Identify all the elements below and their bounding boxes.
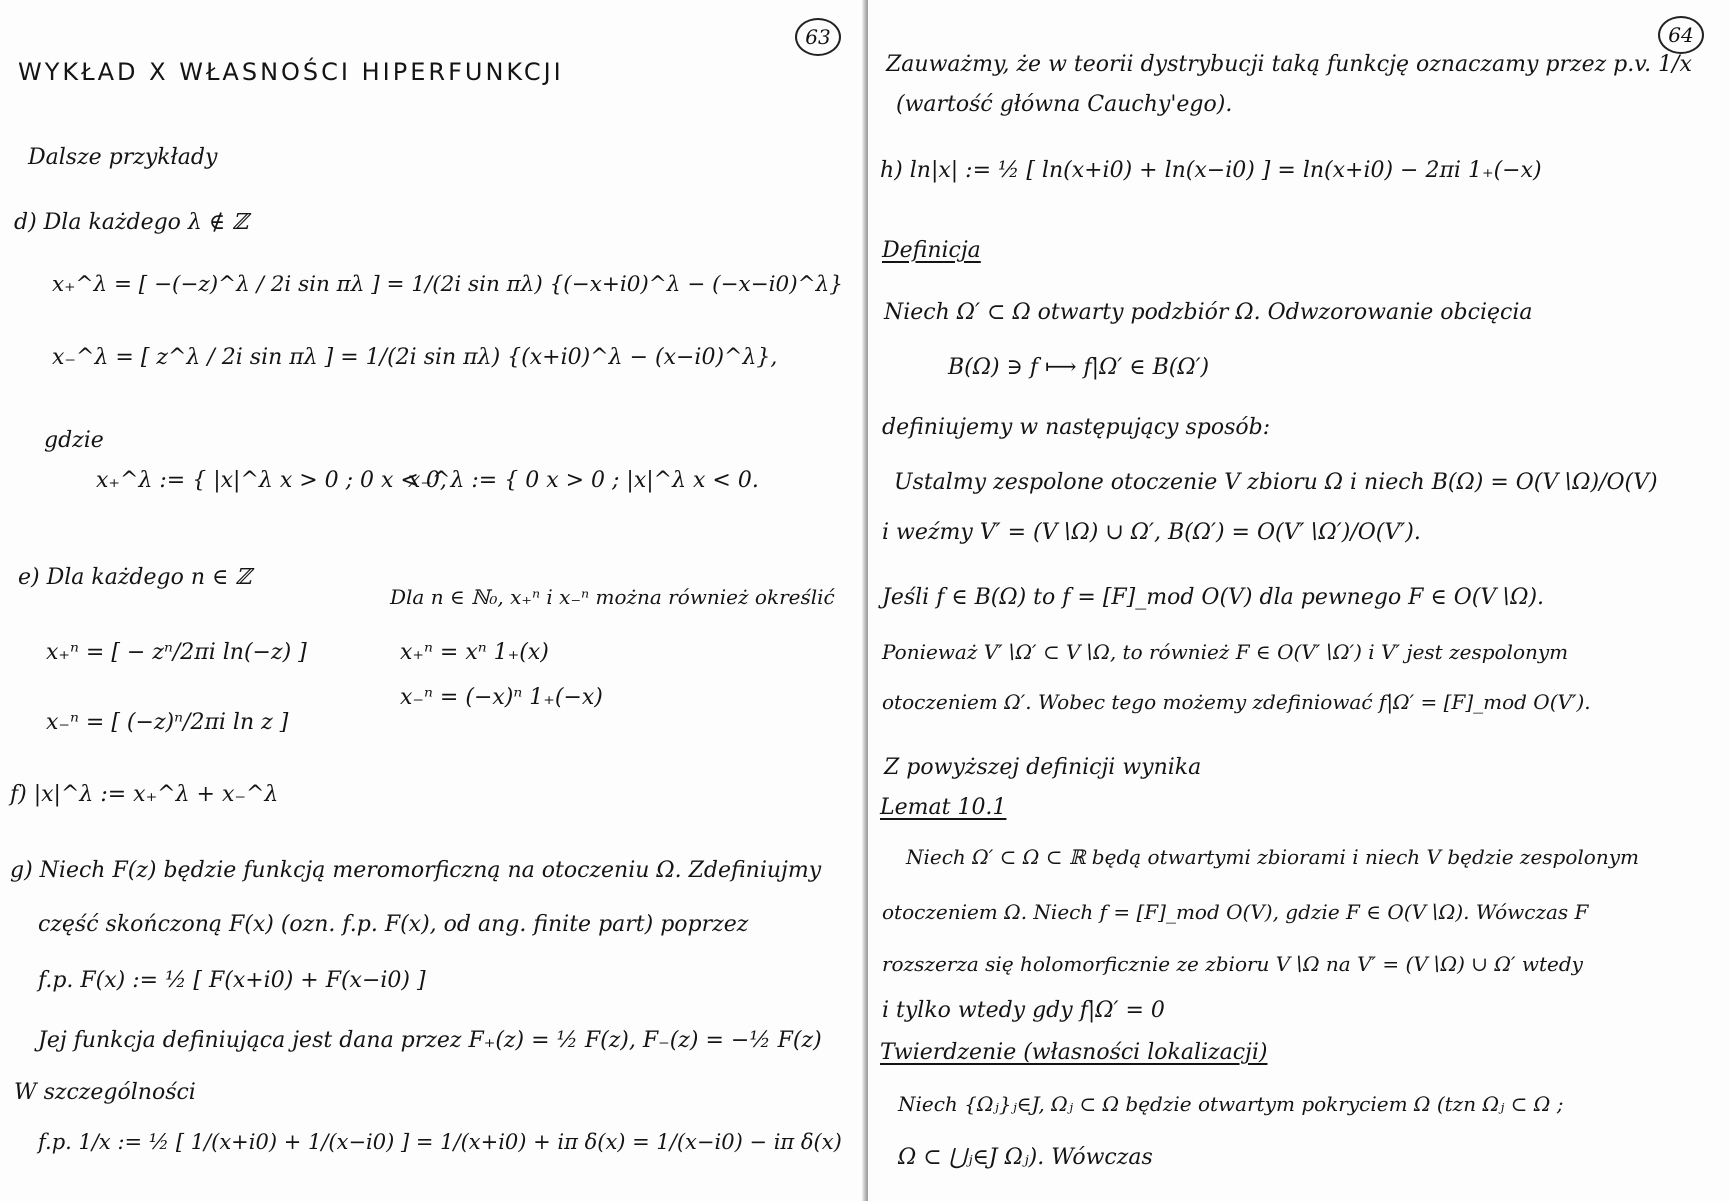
formula-line: x₋^λ = [ z^λ / 2i sin πλ ] = 1/(2i sin πλ) {(x+i0)^λ − (x−i0)^λ}, xyxy=(52,345,778,370)
text-line: Ponieważ V′∖Ω′ ⊂ V∖Ω, to również F ∈ O(V′∖Ω′) i V′ jest zespolonym xyxy=(882,640,1569,664)
section-heading: Dalsze przykłady xyxy=(28,145,218,170)
text-line: Niech Ω′ ⊂ Ω otwarty podzbiór Ω. Odwzorowanie obcięcia xyxy=(884,300,1533,325)
lecture-title: WYKŁAD X WŁASNOŚCI HIPERFUNKCJI xyxy=(18,58,564,86)
text-line: Zauważmy, że w teorii dystrybucji taką funkcję oznaczamy przez p.v. 1/x xyxy=(886,52,1692,77)
formula-line: x₊^λ := { |x|^λ x > 0 ; 0 x < 0, xyxy=(96,468,447,493)
item-d-heading: d) Dla każdego λ ∉ ℤ xyxy=(14,210,249,235)
formula-line: x₋^λ := { 0 x > 0 ; |x|^λ x < 0. xyxy=(408,468,759,493)
page-number: 64 xyxy=(1658,16,1704,54)
text-line: definiujemy w następujący sposób: xyxy=(882,415,1271,440)
text-line: część skończoną F(x) (ozn. f.p. F(x), od ang. finite part) poprzez xyxy=(38,912,749,937)
text-line: gdzie xyxy=(44,428,104,453)
page-64 xyxy=(868,0,1730,1201)
formula-line: i weźmy V′ = (V∖Ω) ∪ Ω′, B(Ω′) = O(V′∖Ω′)/O(V′). xyxy=(882,520,1421,545)
text-line: W szczególności xyxy=(14,1080,196,1105)
formula-line: x₋ⁿ = [ (−z)ⁿ/2πi ln z ] xyxy=(46,710,289,735)
formula-line: x₊^λ = [ −(−z)^λ / 2i sin πλ ] = 1/(2i sin πλ) {(−x+i0)^λ − (−x−i0)^λ} xyxy=(52,272,843,297)
text-line: i tylko wtedy gdy f|Ω′ = 0 xyxy=(882,998,1165,1023)
text-line: Niech {Ωⱼ}ⱼ∈J, Ωⱼ ⊂ Ω będzie otwartym pokryciem Ω (tzn Ωⱼ ⊂ Ω ; xyxy=(898,1092,1564,1116)
page-number: 63 xyxy=(795,18,841,56)
text-line: Ustalmy zespolone otoczenie V zbioru Ω i niech B(Ω) = O(V∖Ω)/O(V) xyxy=(894,470,1658,495)
text-line: otoczeniem Ω. Niech f = [F]_mod O(V), gdzie F ∈ O(V∖Ω). Wówczas F xyxy=(882,900,1589,924)
formula-line: x₊ⁿ = [ − zⁿ/2πi ln(−z) ] xyxy=(46,640,307,665)
text-line: rozszerza się holomorficznie ze zbioru V∖Ω na V′ = (V∖Ω) ∪ Ω′ wtedy xyxy=(882,952,1583,976)
item-e-heading: e) Dla każdego n ∈ ℤ xyxy=(18,565,252,590)
text-line: Ω ⊂ ⋃ⱼ∈J Ωⱼ). Wówczas xyxy=(898,1145,1153,1170)
item-f-line: f) |x|^λ := x₊^λ + x₋^λ xyxy=(10,782,279,807)
item-h-line: h) ln|x| := ½ [ ln(x+i0) + ln(x−i0) ] = ln(x+i0) − 2πi 1₊(−x) xyxy=(880,158,1542,183)
formula-line: x₊ⁿ = xⁿ 1₊(x) xyxy=(400,640,549,665)
text-line: otoczeniem Ω′. Wobec tego możemy zdefiniować f|Ω′ = [F]_mod O(V′). xyxy=(882,690,1591,714)
text-line: Dla n ∈ ℕ₀, x₊ⁿ i x₋ⁿ można również określić xyxy=(390,585,835,609)
theorem-heading: Twierdzenie (własności lokalizacji) xyxy=(880,1040,1268,1065)
text-line: Z powyższej definicji wynika xyxy=(884,755,1202,780)
text-line: Jej funkcja definiująca jest dana przez F₊(z) = ½ F(z), F₋(z) = −½ F(z) xyxy=(38,1028,822,1053)
item-g-line: g) Niech F(z) będzie funkcją meromorficzną na otoczeniu Ω. Zdefiniujmy xyxy=(10,858,822,883)
formula-line: B(Ω) ∋ f ⟼ f|Ω′ ∈ B(Ω′) xyxy=(948,355,1210,380)
text-line: Jeśli f ∈ B(Ω) to f = [F]_mod O(V) dla pewnego F ∈ O(V∖Ω). xyxy=(882,585,1545,610)
text-line: (wartość główna Cauchy'ego). xyxy=(896,92,1233,117)
text-line: Niech Ω′ ⊂ Ω ⊂ ℝ będą otwartymi zbiorami i niech V będzie zespolonym xyxy=(906,845,1639,869)
definition-heading: Definicja xyxy=(882,238,981,263)
formula-line: f.p. F(x) := ½ [ F(x+i0) + F(x−i0) ] xyxy=(38,968,426,993)
formula-line: x₋ⁿ = (−x)ⁿ 1₊(−x) xyxy=(400,685,603,710)
formula-line: f.p. 1/x := ½ [ 1/(x+i0) + 1/(x−i0) ] = 1/(x+i0) + iπ δ(x) = 1/(x−i0) − iπ δ(x) xyxy=(38,1130,842,1154)
lemma-heading: Lemat 10.1 xyxy=(880,795,1007,820)
